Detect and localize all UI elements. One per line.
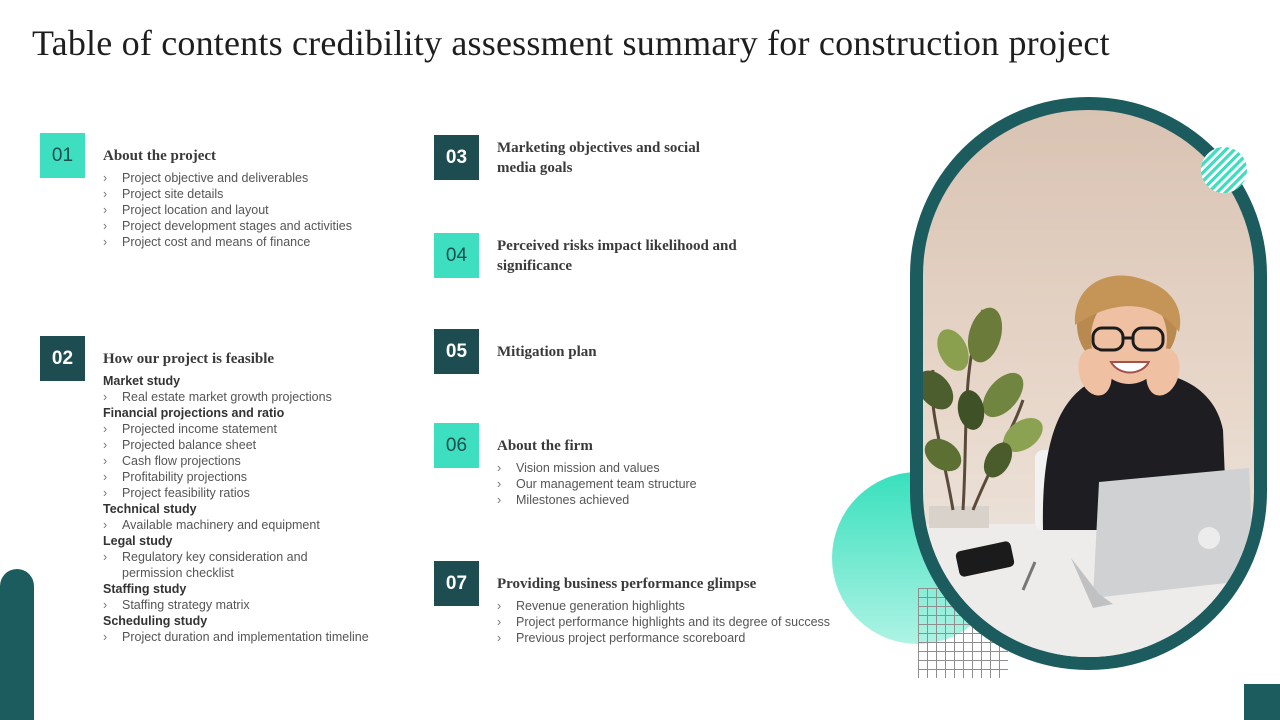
section-number-03: 03 [434, 135, 479, 180]
subgroup-title: Market study [103, 374, 181, 388]
subgroup-title: Scheduling study [103, 614, 208, 628]
striped-circle-decoration [1201, 147, 1247, 193]
page-title: Table of contents credibility assessment summary for construction project [32, 23, 1110, 63]
list-item: › Projected balance sheet [103, 437, 403, 453]
about-firm-list [497, 460, 837, 508]
list-item: › Project development stages and activities [103, 218, 413, 234]
section-number-06: 06 [434, 423, 479, 468]
list-item: › Projected income statement [103, 421, 403, 437]
feasibility-list [103, 373, 403, 645]
section-heading-mitigation: Mitigation plan [497, 344, 597, 360]
list-item: › Project performance highlights and its degree of success [497, 614, 857, 630]
section-heading-feasible: How our project is feasible [103, 351, 275, 367]
section-number-07: 07 [434, 561, 479, 606]
section-heading-marketing [497, 138, 700, 178]
subgroup-title: Staffing study [103, 582, 187, 596]
section-heading-risks [497, 236, 737, 276]
list-item: › Staffing strategy matrix [103, 597, 403, 613]
section-number-01: 01 [40, 133, 85, 178]
list-item: › Our management team structure [497, 476, 837, 492]
list-item: › Project duration and implementation timeline [103, 629, 403, 645]
left-teal-bar [0, 569, 34, 720]
heading-line: Perceived risks impact likelihood and [497, 238, 737, 254]
heading-line: media goals [497, 160, 573, 176]
performance-list [497, 598, 857, 646]
list-item: › Profitability projections [103, 469, 403, 485]
section-number-04: 04 [434, 233, 479, 278]
list-item: › Revenue generation highlights [497, 598, 857, 614]
list-item: › Project objective and deliverables [103, 170, 413, 186]
list-item: › Project site details [103, 186, 413, 202]
list-item: › Project feasibility ratios [103, 485, 403, 501]
list-item: › Milestones achieved [497, 492, 837, 508]
list-item: › Available machinery and equipment [103, 517, 403, 533]
subgroup-title: Legal study [103, 534, 173, 548]
corner-teal-square [1244, 684, 1280, 720]
list-item: › Regulatory key consideration and permission checklist [103, 549, 322, 581]
section-heading-about-project: About the project [103, 148, 217, 164]
woman-laptop-photo [923, 110, 1254, 657]
section-heading-firm: About the firm [497, 438, 593, 454]
list-item: › Real estate market growth projections [103, 389, 403, 405]
list-item: › Cash flow projections [103, 453, 403, 469]
section-number-05: 05 [434, 329, 479, 374]
list-item: › Project location and layout [103, 202, 413, 218]
about-project-list [103, 170, 413, 250]
list-item: › Vision mission and values [497, 460, 837, 476]
subgroup-title: Financial projections and ratio [103, 406, 285, 420]
list-item: › Previous project performance scoreboard [497, 630, 857, 646]
subgroup-title: Technical study [103, 502, 197, 516]
section-number-02: 02 [40, 336, 85, 381]
heading-line: significance [497, 258, 572, 274]
section-heading-performance: Providing business performance glimpse [497, 576, 757, 592]
heading-line: Marketing objectives and social [497, 140, 700, 156]
list-item: › Project cost and means of finance [103, 234, 413, 250]
